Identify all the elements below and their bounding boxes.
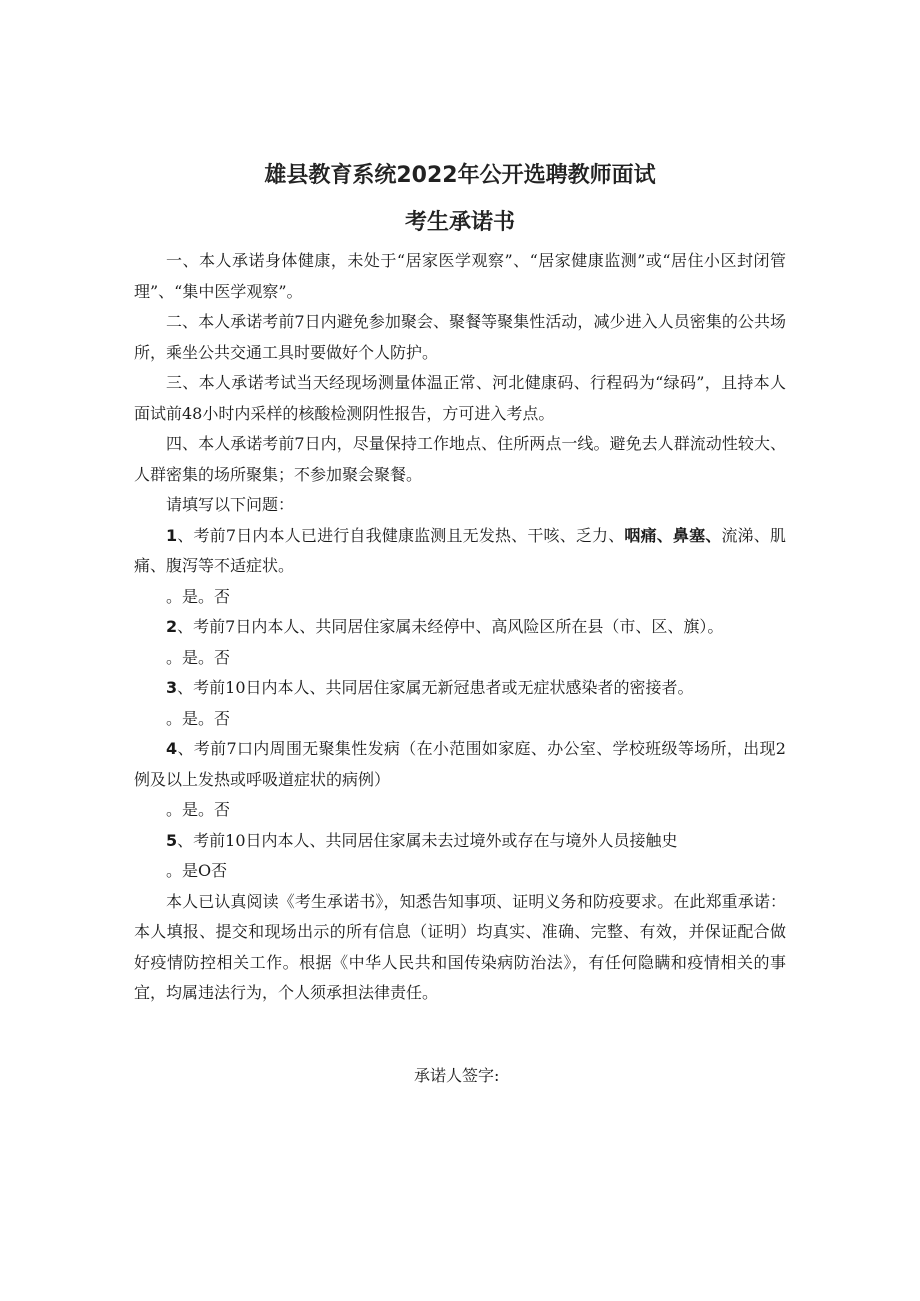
document-title: 雄县教育系统2022年公开选聘教师面试 (264, 163, 656, 188)
question-text: 、考前7日内本人已进行自我健康监测且无发热、干咳、乏力、 (177, 525, 625, 545)
question-text: 、考前7日内本人、共同居住家属未经停中、高风险区所在县（市、区、旗）。 (177, 617, 724, 636)
document-subtitle: 考生承诺书 (404, 210, 515, 235)
signature-label: 承诺人签字: (414, 1066, 500, 1085)
question-3 (134, 673, 786, 704)
question-number: 1 (166, 525, 178, 545)
question-text: 、考前10日内本人、共同居住家属未去过境外或存在与境外人员接触史 (177, 830, 678, 850)
question-number: 2 (166, 617, 178, 636)
commitment-2: 二、本人承诺考前7日内避免参加聚会、聚餐等聚集性活动，减少进入人员密集的公共场所，乘坐公共交通工具时要做好个人防护。 (134, 312, 786, 362)
commitment-3: 三、本人承诺考试当天经现场测量体温正常、河北健康码、行程码为“绿码”，且持本人面试前48小时内采样的核酸检测阴性报告，方可进入考点。 (134, 373, 786, 423)
question-number: 4 (166, 739, 178, 758)
document-body (134, 246, 786, 1009)
declaration-paragraph: 本人已认真阅读《考生承诺书》，知悉告知事项、证明义务和防疫要求。在此郑重承诺：本人填报、提交和现场出示的所有信息（证明）均真实、准确、完整、有效，并保证配合做好疫情防控相关工作。根据《中华人民共和国传染病防治法》，有任何隐瞒和疫情相关的事宜，均属违法行为，个人须承担法律责任。 (134, 891, 786, 1002)
question-1 (134, 521, 786, 582)
question-5 (134, 826, 786, 857)
commitment-4: 四、本人承诺考前7日内，尽量保持工作地点、住所两点一线。避免去人群流动性较大、人群密集的场所聚集；不参加聚会聚餐。 (134, 434, 786, 484)
question-text: 、考前10日内本人、共同居住家属无新冠患者或无症状感染者的密接者。 (177, 678, 694, 697)
question-4 (134, 734, 786, 795)
question-number: 5 (166, 830, 178, 850)
question-text: 、考前7口内周围无聚集性发病（在小范围如家庭、办公室、学校班级等场所，出现2例及以上发热或呼吸道症状的病例） (134, 739, 786, 789)
question-2 (134, 612, 786, 643)
question-2-options[interactable]: 。是。否 (166, 647, 231, 667)
question-3-options[interactable]: 。是。否 (166, 708, 231, 728)
question-text-bold: 咽痛、鼻塞、 (624, 525, 722, 545)
question-text: 流涕、肌痛、腹泻等不适症状。 (134, 525, 786, 575)
question-1-options[interactable]: 。是。否 (166, 586, 231, 606)
questions-intro: 请填写以下问题： (166, 495, 295, 514)
question-4-options[interactable]: 。是。否 (166, 800, 231, 819)
question-5-options[interactable]: 。是O否 (166, 861, 228, 880)
commitment-1: 一、本人承诺身体健康，未处于“居家医学观察”、“居家健康监测”或“居住小区封闭管理”、“集中医学观察”。 (134, 251, 786, 301)
question-number: 3 (166, 678, 178, 697)
